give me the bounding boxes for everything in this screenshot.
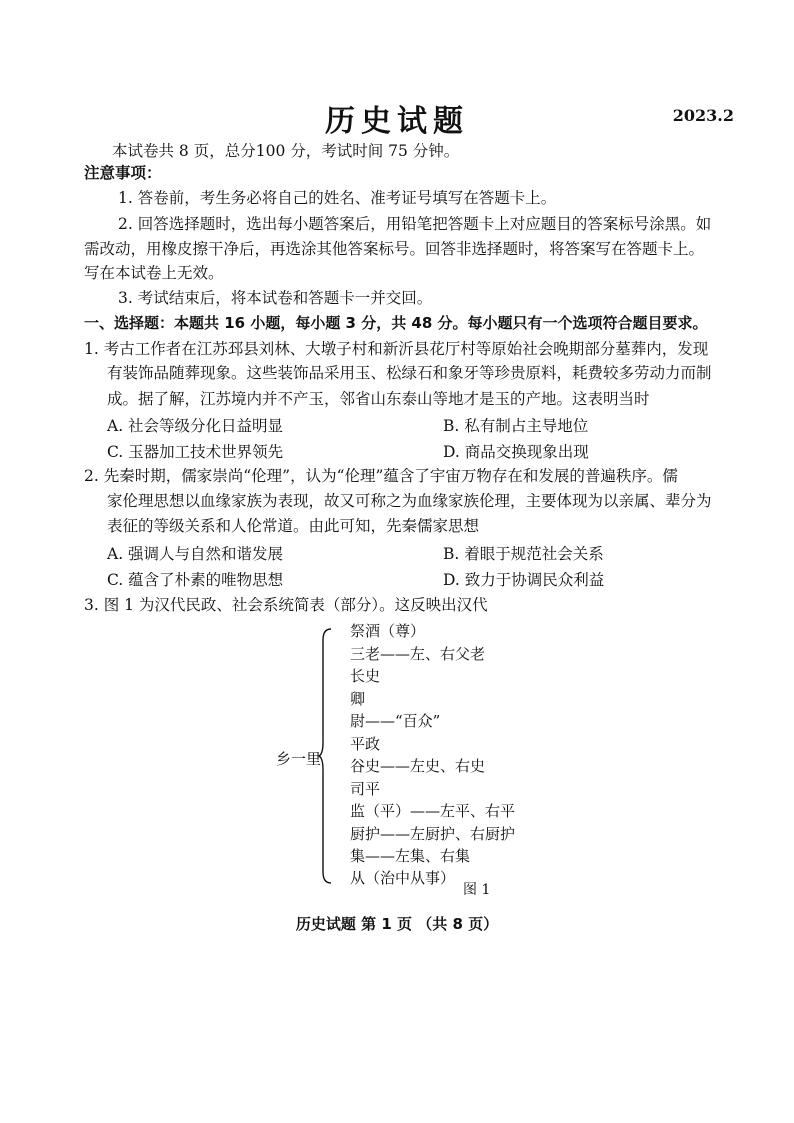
diagram-item: 谷史——左史、右史 bbox=[350, 757, 486, 775]
section-heading: 一、选择题：本题共 16 小题，每小题 3 分，共 48 分。每小题只有一个选项符合题目要求。 bbox=[84, 314, 708, 332]
question-text: 2. 先秦时期，儒家崇尚“伦理”，认为“伦理”蕴含了宇宙万物存在和发展的普遍秩序。儒 bbox=[84, 467, 678, 485]
diagram-item: 集——左集、右集 bbox=[350, 847, 471, 865]
notice-item: 1. 答卷前，考生务必将自己的姓名、准考证号填写在答题卡上。 bbox=[118, 189, 557, 207]
question-text: 3. 图 1 为汉代民政、社会系统简表（部分）。这反映出汉代 bbox=[84, 596, 488, 614]
brace-shape bbox=[318, 628, 332, 884]
figure-caption: 图 1 bbox=[463, 882, 491, 898]
question-text: 1. 考古工作者在江苏邳县刘林、大墩子村和新沂县花厅村等原始社会晚期部分墓葬内，发现 bbox=[84, 340, 709, 358]
question-text: 成。据了解，江苏境内并不产玉，邻省山东泰山等地才是玉的产地。这表明当时 bbox=[107, 390, 650, 408]
notice-item: 3. 考试结束后，将本试卷和答题卡一并交回。 bbox=[118, 289, 433, 307]
diagram-item: 长史 bbox=[350, 667, 381, 685]
answer-option: A. 社会等级分化日益明显 bbox=[107, 417, 284, 435]
notice-heading: 注意事项： bbox=[84, 164, 162, 182]
notice-item: 2. 回答选择题时，选出每小题答案后，用铅笔把答题卡上对应题目的答案标号涂黑。如 bbox=[118, 215, 712, 233]
diagram-item: 卿 bbox=[350, 690, 366, 708]
notice-item: 需改动，用橡皮擦干净后，再选涂其他答案标号。回答非选择题时，将答案写在答题卡上。 bbox=[84, 240, 705, 258]
exam-date: 2023.2 bbox=[672, 106, 734, 125]
diagram-item: 尉——“百众” bbox=[350, 712, 441, 730]
answer-option: C. 玉器加工技术世界领先 bbox=[107, 443, 284, 461]
question-text: 有装饰品随葬现象。这些装饰品采用玉、松绿石和象牙等珍贵原料，耗费较多劳动力而制 bbox=[107, 364, 712, 382]
answer-option: B. 着眼于规范社会关系 bbox=[443, 545, 604, 563]
diagram-item: 厨护——左厨护、右厨护 bbox=[350, 825, 516, 843]
answer-option: D. 致力于协调民众利益 bbox=[443, 571, 605, 589]
question-text: 家伦理思想以血缘家族为表现，故又可称之为血缘家族伦理，主要体现为以亲属、辈分为 bbox=[107, 492, 712, 510]
diagram-item: 三老——左、右父老 bbox=[350, 645, 486, 663]
answer-option: D. 商品交换现象出现 bbox=[443, 443, 589, 461]
diagram-item: 祭酒（尊） bbox=[350, 622, 426, 640]
diagram-item: 司平 bbox=[350, 780, 381, 798]
diagram-item: 监（平）——左平、右平 bbox=[350, 802, 516, 820]
diagram-item: 从（治中从事） bbox=[350, 869, 456, 887]
page-title: 历史试题 bbox=[325, 104, 469, 139]
answer-option: B. 私有制占主导地位 bbox=[443, 417, 589, 435]
notice-item: 写在本试卷上无效。 bbox=[84, 264, 224, 282]
diagram-root: 乡一里 bbox=[276, 750, 322, 768]
answer-option: C. 蕴含了朴素的唯物思想 bbox=[107, 571, 284, 589]
intro-text: 本试卷共 8 页，总分100 分，考试时间 75 分钟。 bbox=[112, 142, 460, 160]
page-footer: 历史试题 第 1 页 （共 8 页） bbox=[295, 915, 499, 933]
question-text: 表征的等级关系和人伦常道。由此可知，先秦儒家思想 bbox=[107, 517, 480, 535]
answer-option: A. 强调人与自然和谐发展 bbox=[107, 545, 284, 563]
diagram-item: 平政 bbox=[350, 735, 381, 753]
